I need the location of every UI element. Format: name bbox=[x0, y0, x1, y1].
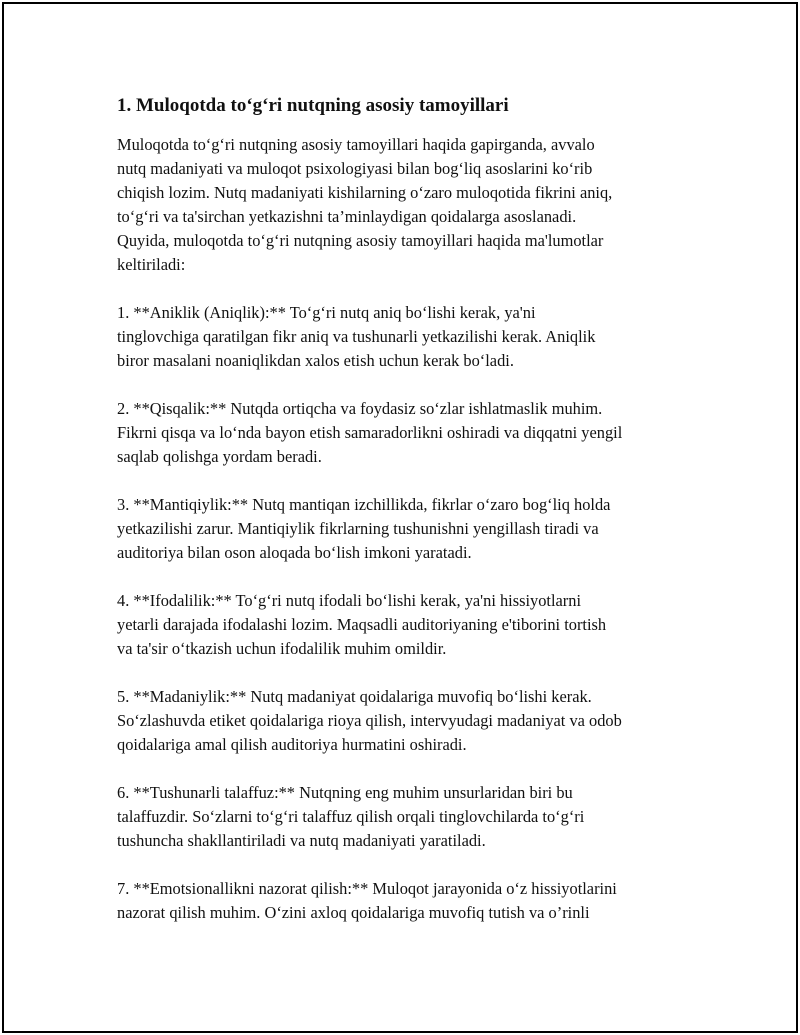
text-line: yetarli darajada ifodalashi lozim. Maqsadli auditoriyaning e'tiborini tortish bbox=[117, 615, 607, 634]
intro-paragraph bbox=[117, 133, 687, 277]
document-body bbox=[117, 94, 687, 925]
text-line: 4. **Ifodalilik:** To‘g‘ri nutq ifodali bo‘lishi kerak, ya'ni hissiyotlarni bbox=[117, 591, 582, 610]
principle-item-1 bbox=[117, 301, 687, 373]
text-line: nazorat qilish muhim. O‘zini axloq qoidalariga muvofiq tutish va o’rinli bbox=[117, 903, 590, 922]
principle-item-7 bbox=[117, 877, 687, 925]
text-line: 3. **Mantiqiylik:** Nutq mantiqan izchillikda, fikrlar o‘zaro bog‘liq holda bbox=[117, 495, 611, 514]
text-line: biror masalani noaniqlikdan xalos etish uchun kerak bo‘ladi. bbox=[117, 351, 514, 370]
text-line: 5. **Madaniylik:** Nutq madaniyat qoidalariga muvofiq bo‘lishi kerak. bbox=[117, 687, 592, 706]
principle-item-6 bbox=[117, 781, 687, 853]
principle-item-4 bbox=[117, 589, 687, 661]
text-line: 1. **Aniklik (Aniqlik):** To‘g‘ri nutq aniq bo‘lishi kerak, ya'ni bbox=[117, 303, 536, 322]
text-line: Muloqotda to‘g‘ri nutqning asosiy tamoyillari haqida gapirganda, avvalo bbox=[117, 135, 595, 154]
text-line: nutq madaniyati va muloqot psixologiyasi bilan bog‘liq asoslarini ko‘rib bbox=[117, 159, 593, 178]
text-line: saqlab qolishga yordam beradi. bbox=[117, 447, 322, 466]
text-line: auditoriya bilan oson aloqada bo‘lish imkoni yaratadi. bbox=[117, 543, 472, 562]
section-heading: 1. Muloqotda to‘g‘ri nutqning asosiy tamoyillari bbox=[117, 95, 509, 116]
principle-item-5 bbox=[117, 685, 687, 757]
principle-item-3 bbox=[117, 493, 687, 565]
text-line: tinglovchiga qaratilgan fikr aniq va tushunarli yetkazilishi kerak. Aniqlik bbox=[117, 327, 596, 346]
principle-item-2 bbox=[117, 397, 687, 469]
text-line: va ta'sir o‘tkazish uchun ifodalilik muhim omildir. bbox=[117, 639, 447, 658]
text-line: chiqish lozim. Nutq madaniyati kishilarning o‘zaro muloqotida fikrini aniq, bbox=[117, 183, 613, 202]
text-line: Fikrni qisqa va lo‘nda bayon etish samaradorlikni oshiradi va diqqatni yengil bbox=[117, 423, 623, 442]
text-line: talaffuzdir. So‘zlarni to‘g‘ri talaffuz qilish orqali tinglovchilarda to‘g‘ri bbox=[117, 807, 585, 826]
text-line: qoidalariga amal qilish auditoriya hurmatini oshiradi. bbox=[117, 735, 467, 754]
text-line: tushuncha shakllantiriladi va nutq madaniyati yaratiladi. bbox=[117, 831, 486, 850]
text-line: 2. **Qisqalik:** Nutqda ortiqcha va foydasiz so‘zlar ishlatmaslik muhim. bbox=[117, 399, 603, 418]
text-line: to‘g‘ri va ta'sirchan yetkazishni ta’minlaydigan qoidalarga asoslanadi. bbox=[117, 207, 577, 226]
text-line: Quyida, muloqotda to‘g‘ri nutqning asosiy tamoyillari haqida ma'lumotlar bbox=[117, 231, 604, 250]
text-line: So‘zlashuvda etiket qoidalariga rioya qilish, intervyudagi madaniyat va odob bbox=[117, 711, 622, 730]
text-line: yetkazilishi zarur. Mantiqiylik fikrlarning tushunishni yengillash tiradi va bbox=[117, 519, 599, 538]
text-line: keltiriladi: bbox=[117, 255, 186, 274]
text-line: 6. **Tushunarli talaffuz:** Nutqning eng muhim unsurlaridan biri bu bbox=[117, 783, 573, 802]
text-line: 7. **Emotsionallikni nazorat qilish:** Muloqot jarayonida o‘z hissiyotlarini bbox=[117, 879, 617, 898]
